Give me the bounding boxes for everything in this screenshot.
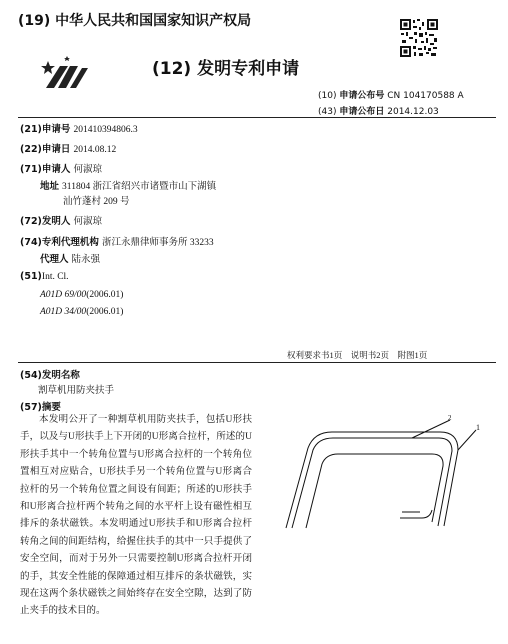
publication-number: CN 104170588 A [387, 91, 464, 101]
office-header [18, 10, 251, 30]
pages-summary: 权利要求书1页 说明书2页 附图1页 [287, 350, 428, 360]
cnipa-logo-icon [40, 52, 98, 92]
header-divider [18, 117, 496, 118]
application-date: 2014.08.12 [73, 145, 117, 155]
abstract-label-row: (57)摘要 [20, 402, 61, 413]
applicant-row: (71)申请人 何淑琼 [20, 164, 102, 175]
address-line-1: 311804 浙江省绍兴市诸暨市山下湖镇 [62, 182, 217, 192]
publication-date-row: (43) 申请公布日 2014.12.03 [318, 107, 439, 117]
agent-name: 陆永强 [71, 255, 101, 265]
agent-row: 代理人 陆永强 [40, 254, 101, 265]
doc-code: (12) [152, 59, 192, 79]
title-label-row: (54)发明名称 [20, 370, 80, 381]
publication-number-row: (10) 申请公布号 CN 104170588 A [318, 91, 464, 101]
application-date-row: (22)申请日 2014.08.12 [20, 144, 117, 155]
address-line-2: 汕竹蓬村 209 号 [63, 197, 130, 207]
inventor-name: 何淑琼 [73, 217, 102, 227]
inventor-row: (72)发明人 何淑琼 [20, 216, 102, 227]
summary-divider [18, 362, 496, 363]
agency-row: (74)专利代理机构 浙江永鼎律师事务所 33233 [20, 237, 214, 248]
address-row: 地址 311804 浙江省绍兴市诸暨市山下湖镇 [40, 181, 217, 192]
publication-date: 2014.12.03 [387, 107, 439, 117]
figure-label-1: 1 [476, 423, 480, 432]
doc-type: 发明专利申请 [197, 59, 300, 79]
office-code: (19) [18, 13, 51, 29]
application-number-row: (21)申请号 201410394806.3 [20, 124, 138, 135]
qr-code-icon [400, 19, 438, 57]
ipc-class-1: A01D 69/00(2006.01) [40, 290, 124, 300]
ipc-class-2: A01D 34/00(2006.01) [40, 307, 124, 317]
figure-label-2: 2 [448, 414, 452, 422]
application-number: 201410394806.3 [73, 125, 138, 135]
abstract-figure [262, 410, 492, 530]
applicant-name: 何淑琼 [73, 165, 102, 175]
agency-name: 浙江永鼎律师事务所 33233 [101, 238, 214, 248]
document-type-header [152, 54, 299, 79]
invention-title: 割草机用防夹扶手 [38, 386, 115, 396]
abstract-text: 本发明公开了一种割草机用防夹扶手，包括U形扶手，以及与U形扶手上下开闭的U形离合拉杆，所述的U形扶手其中一个转角位置与U形离合拉杆的一个转角位置相互对应贴合，U形扶手另一个转角位置与U形离合拉杆的另一个转角位置之间设有间距；所述的U形扶手和U形离合拉杆两个转角之间的水平杆上设有磁性相互排斥的条状磁铁。本发明通过U形扶手和U形离合拉杆转角之间的间距结构，给握住扶手的其中一只手提供了安全空间，而对于另外一只需要控制U形离合拉杆开闭的手，其安全性能的保障通过相互排斥的条状磁铁，实现在这两个条状磁铁之间始终存在安全空隙，达到了防止夹手的技术目的。 [20, 415, 252, 617]
office-name: 中华人民共和国国家知识产权局 [55, 13, 252, 29]
int-cl-row: (51)Int. Cl. [20, 271, 69, 282]
